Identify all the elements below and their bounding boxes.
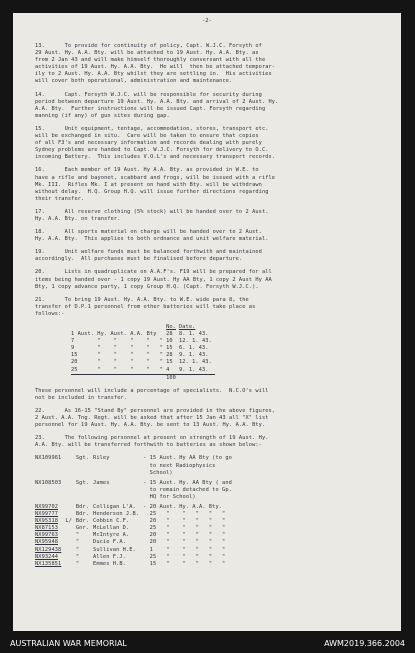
table-row bbox=[71, 345, 215, 352]
header-cell bbox=[71, 324, 166, 331]
mark-cell bbox=[65, 504, 76, 511]
header-date: Date. bbox=[178, 324, 196, 330]
rank-cell: " bbox=[75, 546, 80, 553]
paragraph bbox=[35, 92, 387, 120]
battery-cell: 20 " " " " " bbox=[71, 359, 164, 366]
text-line: items being handed over - 1 copy 19 Aust. Hy AA Bty, 1 copy 2 Aust Hy AA bbox=[35, 276, 272, 283]
text-line: without delay. H.Q. Group H.Q. will issue further directions regarding bbox=[35, 188, 269, 195]
rank-cell: Bdr. bbox=[75, 511, 90, 518]
date-cell: 12. 1. 43. bbox=[178, 338, 212, 345]
mark-cell bbox=[65, 532, 76, 539]
destination-cell: - 15 Aust. Hy AA Bty (to go to next Radiophysics School) bbox=[143, 455, 232, 476]
personnel-row bbox=[35, 455, 236, 476]
name-cell: McIntyre A. bbox=[93, 532, 130, 539]
rank-cell: " bbox=[75, 532, 80, 539]
text-line: their transfer. bbox=[35, 195, 85, 202]
number-cell: 28 bbox=[166, 352, 173, 359]
battery-transfer-table bbox=[71, 324, 215, 382]
text-line: 23. The following personnel at present on strength of 19 Aust. Hy. bbox=[35, 435, 269, 442]
date-cell: 9. 1. 43. bbox=[178, 352, 209, 359]
destination-cell: 25 " " " " " bbox=[143, 553, 226, 560]
service-number: NX135851 bbox=[35, 560, 62, 567]
mark-cell bbox=[65, 511, 76, 518]
text-line: 29 Aust. Hy. A.A. Bty. will be attached to 19 Aust. Hy. A.A. Bty. as bbox=[35, 50, 259, 57]
date-cell: 12. 1. 43. bbox=[178, 359, 212, 366]
name-cell: McLellan D. bbox=[93, 525, 130, 532]
text-line: incoming Battery. This includes V.O.L's and necessary transport records. bbox=[35, 154, 276, 161]
text-line: 21. To bring 19 Aust. Hy. A.A. Bty. to W.E. wide para 8, the bbox=[35, 296, 249, 303]
table-total-row bbox=[71, 374, 215, 382]
total-value: 100 bbox=[166, 374, 179, 382]
text-line: These personnel will include a percentage of specialists. N.C.O's will bbox=[35, 387, 269, 394]
destination-cell: 20 " " " " " bbox=[143, 518, 226, 525]
text-line: have a rifle and bayonet, scabbard and frogs, will be issued with a rifle bbox=[35, 174, 276, 181]
text-line: Bty, 1 copy advance party, 1 copy Group H.Q. (Capt. Forsyth W.J.C.). bbox=[35, 283, 259, 290]
service-number: NX109961 bbox=[35, 455, 62, 462]
footer-source: AUSTRALIAN WAR MEMORIAL bbox=[10, 639, 127, 648]
text-line: 13. To provide for continuity of policy, Capt. W.J.C. Forsyth of bbox=[35, 43, 262, 49]
destination-cell: 1 " " " " " bbox=[143, 546, 226, 553]
paragraph bbox=[35, 229, 387, 243]
mark-cell bbox=[65, 525, 76, 532]
name-cell: Henderson J.B. bbox=[93, 511, 140, 518]
rank-cell: Bdr. bbox=[75, 503, 90, 510]
text-line: 2 Aust. A.A. Tng. Regt. will be asked that after 15 Jan 43 all "X" list bbox=[35, 415, 269, 422]
paragraph bbox=[35, 388, 387, 402]
text-line: A.A. Bty. Further instructions will be issued Capt. Forsyth regarding bbox=[35, 105, 266, 112]
personnel-table bbox=[35, 455, 236, 567]
destination-cell: 15 " " " " " bbox=[143, 560, 226, 567]
rank-cell: " bbox=[75, 539, 80, 546]
text-line: 18. All sports material on charge will be handed over to 2 Aust. bbox=[35, 229, 262, 236]
text-line: Hy. A.A. Bty. This applies to both ordnance and unit welfare material. bbox=[35, 236, 269, 243]
service-number: NX99702 bbox=[35, 503, 59, 510]
mark-cell bbox=[65, 547, 76, 554]
battery-cell: 25 " " " " " bbox=[71, 366, 164, 373]
paragraph bbox=[35, 435, 387, 449]
date-cell: 9. 1. 43. bbox=[178, 366, 209, 373]
destination-cell: 25 " " " " " bbox=[143, 511, 226, 518]
date-cell: 8. 1. 43. bbox=[178, 331, 209, 338]
table-header-row bbox=[71, 324, 215, 331]
page-number: -2- bbox=[201, 18, 213, 24]
paragraph bbox=[35, 408, 387, 429]
text-line: will cover both operational, administration and maintenance. bbox=[35, 78, 233, 85]
text-line: 14. Capt. Forsyth W.J.C. will be responsible for security during bbox=[35, 91, 262, 98]
name-cell: Cobbin C.F. bbox=[93, 518, 130, 525]
paragraph bbox=[35, 126, 387, 161]
name-cell: Sullivan H.E. bbox=[93, 546, 136, 553]
text-line: ily to 2 Aust. Hy. A.A. Bty whilst they are settling in. His activities bbox=[35, 71, 272, 78]
personnel-row bbox=[35, 532, 236, 539]
destination-cell: - 20 Aust. Hy. A.A. Bty. bbox=[143, 503, 223, 510]
text-line: Sydney problems are handed to Capt. W.J.C. Forsyth for delivery to O.C. bbox=[35, 147, 269, 154]
destination-cell: - 15 Aust. Hy. AA Bty ( and to remain detached to Gp. HQ for School) bbox=[143, 479, 232, 500]
paragraph-group-b bbox=[35, 388, 387, 450]
rank-cell: Sgt. bbox=[75, 455, 90, 462]
text-line: 17. All reserve clothing (5% stock) will be handed over to 2 Aust. bbox=[35, 208, 269, 215]
destination-cell: 20 " " " " " bbox=[143, 532, 226, 539]
text-line: manning (if any) of gun sites during gap. bbox=[35, 112, 170, 119]
service-number: NX93244 bbox=[35, 553, 59, 560]
text-line: follows:- bbox=[35, 310, 65, 317]
personnel-row bbox=[35, 480, 236, 501]
battery-cell: 1 Aust. Hy. Aust. A.A. Bty bbox=[71, 331, 157, 338]
text-line: 19. Unit welfare funds must be balanced forthwith and maintained bbox=[35, 249, 262, 256]
text-line: A.A. Bty. will be transferred forthwith to batteries as shown below:- bbox=[35, 442, 262, 449]
table-row bbox=[71, 367, 215, 375]
mark-cell: L/ bbox=[65, 518, 72, 525]
text-line: 16. Each member of 19 Aust. Hy A.A. Bty. as provided in W.E. to bbox=[35, 167, 259, 174]
paragraph bbox=[35, 249, 387, 263]
rank-cell: " bbox=[75, 560, 80, 567]
total-label bbox=[71, 374, 166, 382]
text-line: 22. As 16-15 "Stand By" personnel are provided in the above figures, bbox=[35, 407, 276, 414]
header-no: No. bbox=[166, 324, 176, 330]
text-line: Hy. A.A. Bty. on transfer. bbox=[35, 215, 121, 222]
service-number: NX87153 bbox=[35, 525, 59, 532]
footer-accession: AWM2019.366.2004 bbox=[324, 639, 405, 648]
service-number: NX129438 bbox=[35, 546, 62, 553]
personnel-row bbox=[35, 561, 236, 568]
rank-cell: Sgt. bbox=[75, 479, 90, 486]
mark-cell bbox=[65, 554, 76, 561]
paragraph bbox=[35, 167, 387, 202]
name-cell: Riley bbox=[93, 455, 110, 462]
text-line: transfer of D.P.1 personnel from other batteries will take place as bbox=[35, 303, 256, 310]
personnel-row bbox=[35, 504, 236, 511]
personnel-row bbox=[35, 547, 236, 554]
date-cell: 6. 1. 43. bbox=[178, 345, 209, 352]
paragraph bbox=[35, 297, 387, 318]
document-page bbox=[13, 13, 401, 631]
table-row bbox=[71, 338, 215, 345]
number-cell: 4 bbox=[166, 366, 170, 373]
battery-cell: 9 " " " " " bbox=[71, 345, 164, 352]
mark-cell bbox=[65, 539, 76, 546]
paragraph bbox=[35, 209, 387, 223]
table-row bbox=[71, 331, 215, 338]
mark-cell bbox=[65, 455, 76, 476]
document-body bbox=[35, 43, 387, 568]
name-cell: Colligan L'A. bbox=[93, 503, 136, 510]
text-line: activities of 19 Aust. Hy. A.A. Bty. He will then be attached temporar- bbox=[35, 64, 276, 71]
mark-cell bbox=[65, 561, 76, 568]
text-line: personnel for 19 Aust. Hy. A.A. Bty. be sent to 13 Aust. Hy. A.A. Bty. bbox=[35, 422, 266, 429]
text-line: not be included in transfer. bbox=[35, 394, 128, 401]
total-blank bbox=[179, 374, 215, 382]
service-number: NX99777 bbox=[35, 511, 59, 518]
personnel-row bbox=[35, 539, 236, 546]
rank-cell: " bbox=[75, 553, 80, 560]
table-row bbox=[71, 359, 215, 366]
number-cell: 15 bbox=[166, 345, 173, 352]
footer-bar bbox=[0, 634, 415, 653]
text-line: Mk. III. Rifles Mk. I at present on hand with Bty. will be withdrawn bbox=[35, 181, 262, 188]
text-line: 15. Unit equipment, tentage, accommodation, stores, transport etc. bbox=[35, 125, 269, 132]
text-line: accordingly. All purchases must be finalised before departure. bbox=[35, 256, 243, 263]
personnel-row bbox=[35, 518, 236, 525]
battery-cell: 15 " " " " " bbox=[71, 352, 164, 359]
service-number: NX95318 bbox=[35, 518, 59, 525]
text-line: will be exchanged in situ. Care will be taken to ensure that copies bbox=[35, 133, 259, 140]
rank-cell: Bdr. bbox=[75, 518, 90, 525]
text-line: period between departure 19 Aust. Hy. A.A. Bty. and arrival of 2 Aust. Hy. bbox=[35, 98, 279, 105]
paragraph bbox=[35, 43, 387, 86]
battery-cell: 7 " " " " " bbox=[71, 338, 164, 345]
paragraph-group-a bbox=[35, 43, 387, 318]
rank-cell: Gnr. bbox=[75, 525, 90, 532]
name-cell: Allen F.J. bbox=[93, 553, 126, 560]
text-line: 20. Lists in quadruplicate on A.A.F's. F19 will be prepared for all bbox=[35, 269, 272, 276]
number-cell: 28 bbox=[166, 331, 173, 338]
name-cell: Emmes H.B. bbox=[93, 560, 126, 567]
paragraph bbox=[35, 269, 387, 290]
number-cell: 15 bbox=[166, 359, 173, 366]
text-line: from 2 Jan 43 and will make himself thoroughly conversant with all the bbox=[35, 57, 266, 64]
personnel-row bbox=[35, 511, 236, 518]
name-cell: James bbox=[93, 479, 110, 486]
service-number: NX108503 bbox=[35, 479, 62, 486]
number-cell: 10 bbox=[166, 338, 173, 345]
service-number: NX99763 bbox=[35, 532, 59, 539]
destination-cell: 20 " " " " " bbox=[143, 539, 226, 546]
mark-cell bbox=[65, 480, 76, 501]
personnel-row bbox=[35, 525, 236, 532]
personnel-row bbox=[35, 554, 236, 561]
name-cell: Ducie F.A. bbox=[93, 539, 126, 546]
service-number: NX95948 bbox=[35, 539, 59, 546]
text-line: of all F3's and necessary information and records dealing with purely bbox=[35, 140, 262, 147]
table-row bbox=[71, 352, 215, 359]
destination-cell: 25 " " " " " bbox=[143, 525, 226, 532]
